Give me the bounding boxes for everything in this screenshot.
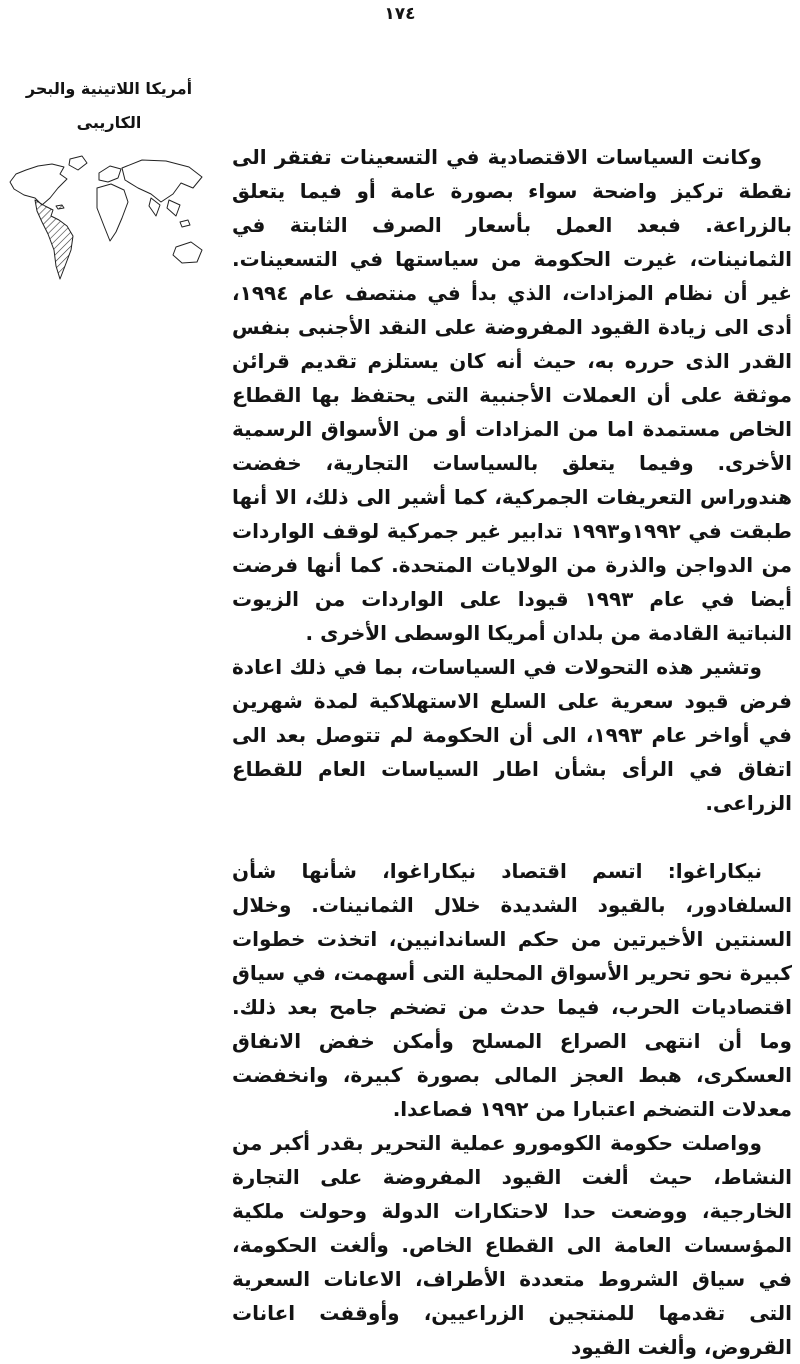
page-number: ١٧٤	[384, 4, 416, 24]
world-map	[4, 150, 214, 292]
paragraph-policy-shifts	[232, 650, 792, 820]
paragraph-honduras-policies	[232, 140, 792, 650]
paragraph-text: وتشير هذه التحولات في السياسات، بما في ذلك اعادة فرض قيود سعرية على السلع الاستهلاكية لمدة شهرين في أواخر عام ١٩٩٣، الى أن الحكومة لم تتوصل بعد الى اتفاق في الرأى بشأن اطار السياسات العام للقطاع الزراعى.	[232, 655, 793, 815]
paragraph-text: اتسم اقتصاد نيكاراغوا، شأنها شأن السلفادور، بالقيود الشديدة خلال الثمانينات. وخلال السنتين الأخيرتين من حكم الساندانيين، اتخذت خطوات كبيرة نحو تحرير الأسواق المحلية التى أسهمت، في سياق اقتصاديات الحرب، فيما حدث من تضخم جامح بعد ذلك. وما أن انتهى الصراع المسلح وأمكن خفض الانفاق العسكرى، هبط العجز المالى بصورة كبيرة، وانخفضت معدلات التضخم اعتبارا من ١٩٩٢ فصاعدا.	[232, 859, 792, 1121]
region-heading-line1: أمريكا اللاتينية والبحر	[25, 79, 193, 98]
paragraph-nicaragua	[232, 854, 792, 1126]
paragraph-text: وواصلت حكومة الكومورو عملية التحرير بقدر أكبر من النشاط، حيث ألغت القيود المفروضة على التجارة الخارجية، ووضعت حدا لاحتكارات الدولة وحولت ملكية المؤسسات العامة الى القطاع الخاص. وألغت الحكومة، في سياق الشروط متعددة الأطراف، الاعانات السعرية التى تقدمها للمنتجين الزراعيين، وأوقفت اعانات القروض، وألغت القيود	[232, 1131, 792, 1359]
margin-sidebar	[4, 72, 214, 292]
region-heading	[4, 72, 214, 140]
world-map-graphic	[4, 150, 214, 292]
region-heading-line2: الكاريبى	[76, 113, 142, 132]
paragraph-text: وكانت السياسات الاقتصادية في التسعينات تفتقر الى نقطة تركيز واضحة سواء بصورة عامة أو فيما يتعلق بالزراعة. فبعد العمل بأسعار الصرف الثابتة في الثمانينات، غيرت الحكومة من سياستها في التسعينات. غير أن نظام المزادات، الذي بدأ في منتصف عام ١٩٩٤، أدى الى زيادة القيود المفروضة على النقد الأجنبى بنفس القدر الذى حرره به، حيث أنه كان يستلزم تقديم قرائن موثقة على أن العملات الأجنبية التى يحتفظ بها القطاع الخاص مستمدة اما من المزادات أو من الأسواق الرسمية الأخرى. وفيما يتعلق بالسياسات التجارية، خفضت هندوراس التعريفات الجمركية، كما أشير الى ذلك، الا أنها طبقت في ١٩٩٢و١٩٩٣ تدابير غير جمركية لوقف الواردات من الدواجن والذرة من الولايات المتحدة. كما أنها فرضت أيضا في عام ١٩٩٣ قيودا على الواردات من الزيوت النباتية القادمة من بلدان أمريكا الوسطى الأخرى .	[232, 145, 792, 645]
paragraph-liberalization	[232, 1126, 792, 1364]
paragraph-lead-nicaragua: نيكاراغوا:	[667, 859, 762, 883]
body-text	[232, 140, 792, 1364]
